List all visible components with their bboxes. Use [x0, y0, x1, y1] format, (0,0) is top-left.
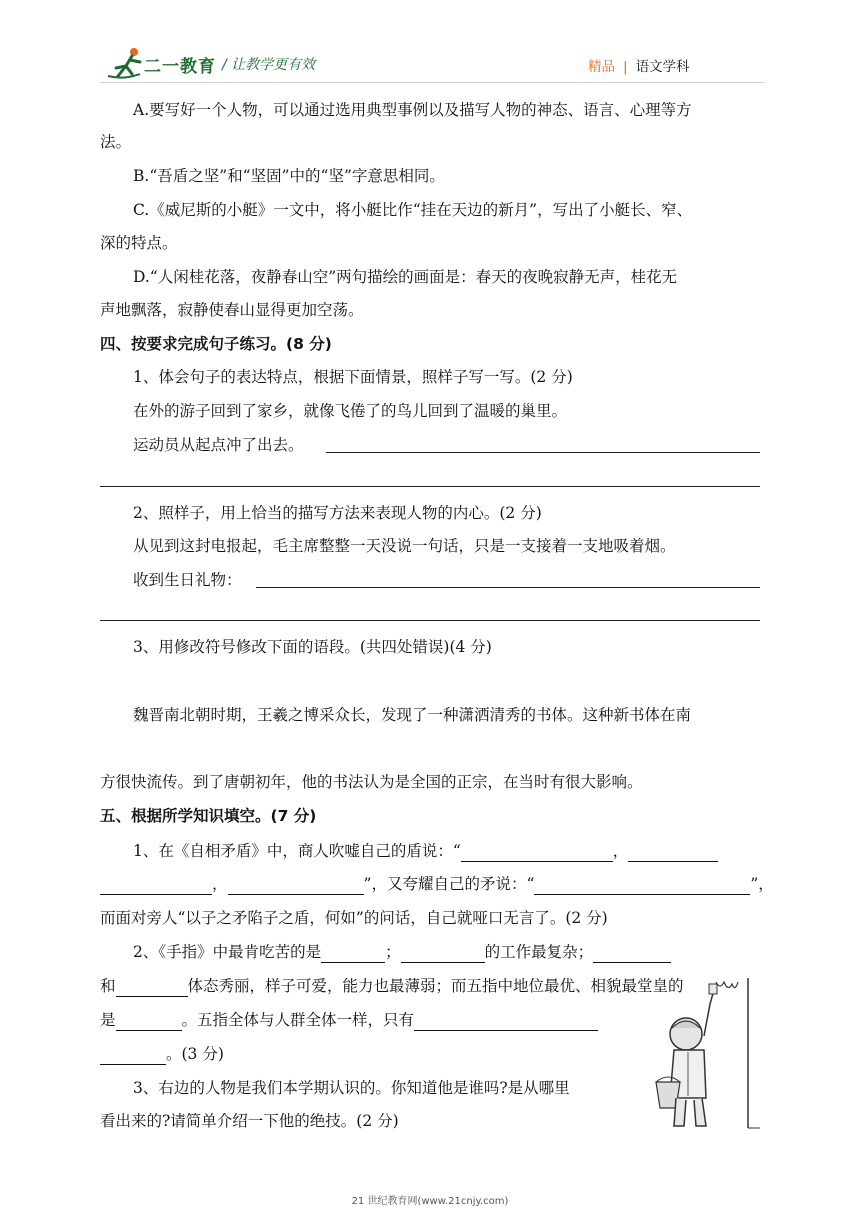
q5-1-line1 [133, 840, 718, 862]
q5-1-blank-1[interactable] [461, 843, 613, 862]
section-5-title: 五、根据所学知识填空。(7 分) [100, 807, 317, 825]
option-b: B.“吾盾之坚”和“坚固”中的“坚”字意思相同。 [133, 167, 445, 185]
page-footer: 21 世纪教育网(www.21cnjy.com) [351, 1196, 509, 1207]
q4-1-answer-line-2[interactable] [100, 486, 760, 487]
q4-3-instruction: 3、用修改符号修改下面的语段。(共四处错误)(4 分) [133, 638, 492, 656]
q5-1-text-a: 1、在《自相矛盾》中，商人吹嘘自己的盾说：“ [133, 842, 461, 860]
logo-text: 二一教育 [144, 57, 216, 77]
section-4-title: 四、按要求完成句子练习。(8 分) [100, 335, 332, 353]
q5-2-text-e: 体态秀丽，样子可爱，能力也最薄弱；而五指中地位最优、相貌最堂皇的 [187, 977, 684, 995]
header-divider [100, 82, 765, 83]
page-header [0, 0, 860, 90]
q4-1-example: 在外的游子回到了家乡，就像飞倦了的鸟儿回到了温暖的巢里。 [133, 402, 568, 420]
q4-1-instruction: 1、体会句子的表达特点，根据下面情景，照样子写一写。(2 分) [133, 368, 573, 386]
q4-1-answer-line-1[interactable] [326, 452, 760, 453]
slogan: / 让教学更有效 [222, 57, 316, 73]
q5-1-blank-3[interactable] [100, 876, 212, 895]
q5-2-line1 [133, 941, 671, 963]
q4-2-example: 从见到这封电报起，毛主席整整一天没说一句话，只是一支接着一支地吸着烟。 [133, 537, 676, 555]
q5-2-blank-1[interactable] [321, 944, 385, 963]
calligrapher-illustration [652, 978, 762, 1130]
q4-3-passage-line1: 魏晋南北朝时期，王羲之博采众长，发现了一种潇洒清秀的书体。这种新书体在南 [133, 706, 692, 724]
q5-2-text-f: 是 [100, 1011, 116, 1029]
q5-2-line4 [100, 1043, 224, 1065]
q5-1-blank-5[interactable] [534, 876, 750, 895]
q5-2-text-g: 。五指全体与人群全体一样，只有 [181, 1011, 415, 1029]
q5-2-line3 [100, 1009, 598, 1031]
q5-2-text-d: 和 [100, 977, 116, 995]
q4-3-passage-line2: 方很快流传。到了唐朝初年，他的书法认为是全国的正宗，在当时有很大影响。 [100, 773, 643, 791]
q5-1-blank-2[interactable] [628, 843, 718, 862]
option-c-line1: C.《威尼斯的小艇》一文中，将小艇比作“挂在天边的新月”，写出了小艇长、窄、 [133, 201, 693, 219]
option-d-line2: 声地飘落，寂静使春山显得更加空荡。 [100, 301, 364, 319]
q5-1-text-b: ， [212, 875, 228, 893]
q4-2-answer-line-2[interactable] [100, 620, 760, 621]
option-c-line2: 深的特点。 [100, 234, 178, 252]
q4-2-instruction: 2、照样子，用上恰当的描写方法来表现人物的内心。(2 分) [133, 504, 542, 522]
q5-3-line1: 3、右边的人物是我们本学期认识的。你知道他是谁吗?是从哪里 [133, 1079, 570, 1097]
q5-1-comma: ， [612, 842, 629, 860]
q5-1-blank-4[interactable] [228, 876, 364, 895]
header-separator: | [623, 59, 628, 75]
header-right [588, 55, 690, 75]
option-a-line2: 法。 [100, 133, 132, 151]
q5-2-blank-5[interactable] [116, 1012, 182, 1031]
q5-1-line2 [100, 873, 774, 895]
q5-2-text-a: 2、《手指》中最肯吃苦的是 [133, 943, 322, 961]
q5-2-line2 [100, 975, 684, 997]
q5-2-text-b: ； [385, 943, 401, 961]
q5-2-blank-6[interactable] [414, 1012, 598, 1031]
q5-3-line2: 看出来的?请简单介绍一下他的绝技。(2 分) [100, 1112, 399, 1130]
q5-1-text-d: ”， [750, 875, 774, 893]
option-d-line1: D.“人闲桂花落，夜静春山空”两句描绘的画面是：春天的夜晚寂静无声，桂花无 [133, 268, 678, 286]
q4-2-prompt: 收到生日礼物： [133, 571, 242, 589]
q5-2-blank-4[interactable] [116, 978, 188, 997]
q4-1-prompt: 运动员从起点冲了出去。 [133, 436, 304, 454]
q5-2-blank-2[interactable] [401, 944, 485, 963]
premium-badge: 精品 [588, 59, 615, 75]
q5-2-text-c: 的工作最复杂； [484, 943, 594, 961]
q5-1-text-c: ”，又夸耀自己的矛说：“ [363, 875, 535, 893]
option-a-line1: A.要写好一个人物，可以通过选用典型事例以及描写人物的神态、语言、心理等方 [133, 101, 692, 119]
q4-2-answer-line-1[interactable] [256, 587, 760, 588]
q5-2-blank-7[interactable] [100, 1046, 166, 1065]
q5-2-blank-3[interactable] [593, 944, 671, 963]
subject-label: 语文学科 [635, 59, 690, 75]
q5-1-line3: 而面对旁人“以子之矛陷子之盾，何如”的问话，自己就哑口无言了。(2 分) [100, 909, 608, 927]
q5-2-text-h: 。(3 分) [166, 1045, 224, 1063]
